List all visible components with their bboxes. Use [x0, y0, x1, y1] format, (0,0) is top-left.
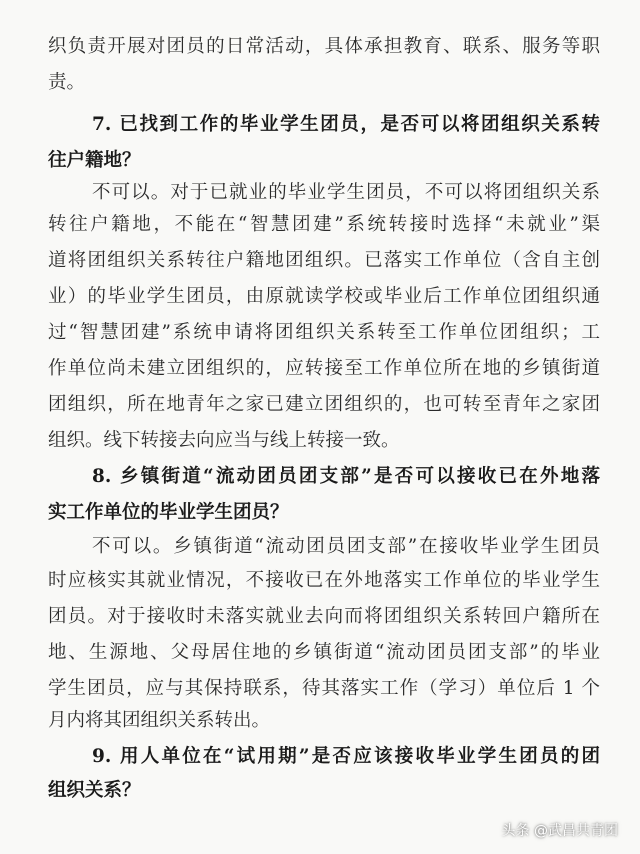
answer-7-line: 过“智慧团建”系统申请将团组织关系转至工作单位团组织；工 [48, 322, 600, 343]
answer-8-line: 时应核实其就业情况，不接收已在外地落实工作单位的毕业学生 [48, 570, 600, 591]
answer-8-line: 不可以。乡镇街道“流动团员团支部”在接收毕业学生团员 [92, 536, 600, 557]
question-9-line: 组织关系？ [48, 780, 141, 801]
source-watermark: 头条 @武昌共青团 [501, 823, 618, 839]
answer-8-line: 地、生源地、父母居住地的乡镇街道“流动团员团支部”的毕业 [48, 642, 600, 663]
question-7-line: 往户籍地？ [48, 150, 141, 171]
answer-8-line: 学生团员，应与其保持联系，待其落实工作（学习）单位后 1 个 [48, 678, 600, 699]
answer-7-line: 业）的毕业学生团员，由原就读学校或毕业后工作单位团组织通 [48, 286, 600, 307]
answer-7-line: 作单位尚未建立团组织的，应转接至工作单位所在地的乡镇街道 [48, 358, 600, 379]
answer-7-line: 组织。线下转接去向应当与线上转接一致。 [48, 430, 400, 451]
question-8-line: 8. 乡镇街道“流动团员团支部”是否可以接收已在外地落 [92, 466, 600, 487]
answer-7-line: 不可以。对于已就业的毕业学生团员，不可以将团组织关系 [92, 182, 600, 203]
answer-7-line: 转往户籍地，不能在“智慧团建”系统转接时选择“未就业”渠 [48, 214, 600, 235]
paragraph-line: 织负责开展对团员的日常活动，具体承担教育、联系、服务等职 [48, 36, 600, 57]
question-7-line: 7. 已找到工作的毕业学生团员，是否可以将团组织关系转 [92, 114, 600, 135]
answer-7-line: 团组织，所在地青年之家已建立团组织的，也可转至青年之家团 [48, 394, 600, 415]
paragraph-line: 责。 [48, 72, 86, 93]
answer-8-line: 团员。对于接收时未落实就业去向而将团组织关系转回户籍所在 [48, 606, 600, 627]
question-9-line: 9. 用人单位在“试用期”是否应该接收毕业学生团员的团 [92, 746, 600, 767]
answer-7-line: 道将团组织关系转往户籍地团组织。已落实工作单位（含自主创 [48, 250, 600, 271]
question-8-line: 实工作单位的毕业学生团员？ [48, 502, 289, 523]
answer-8-line: 月内将其团组织关系转出。 [48, 710, 271, 731]
